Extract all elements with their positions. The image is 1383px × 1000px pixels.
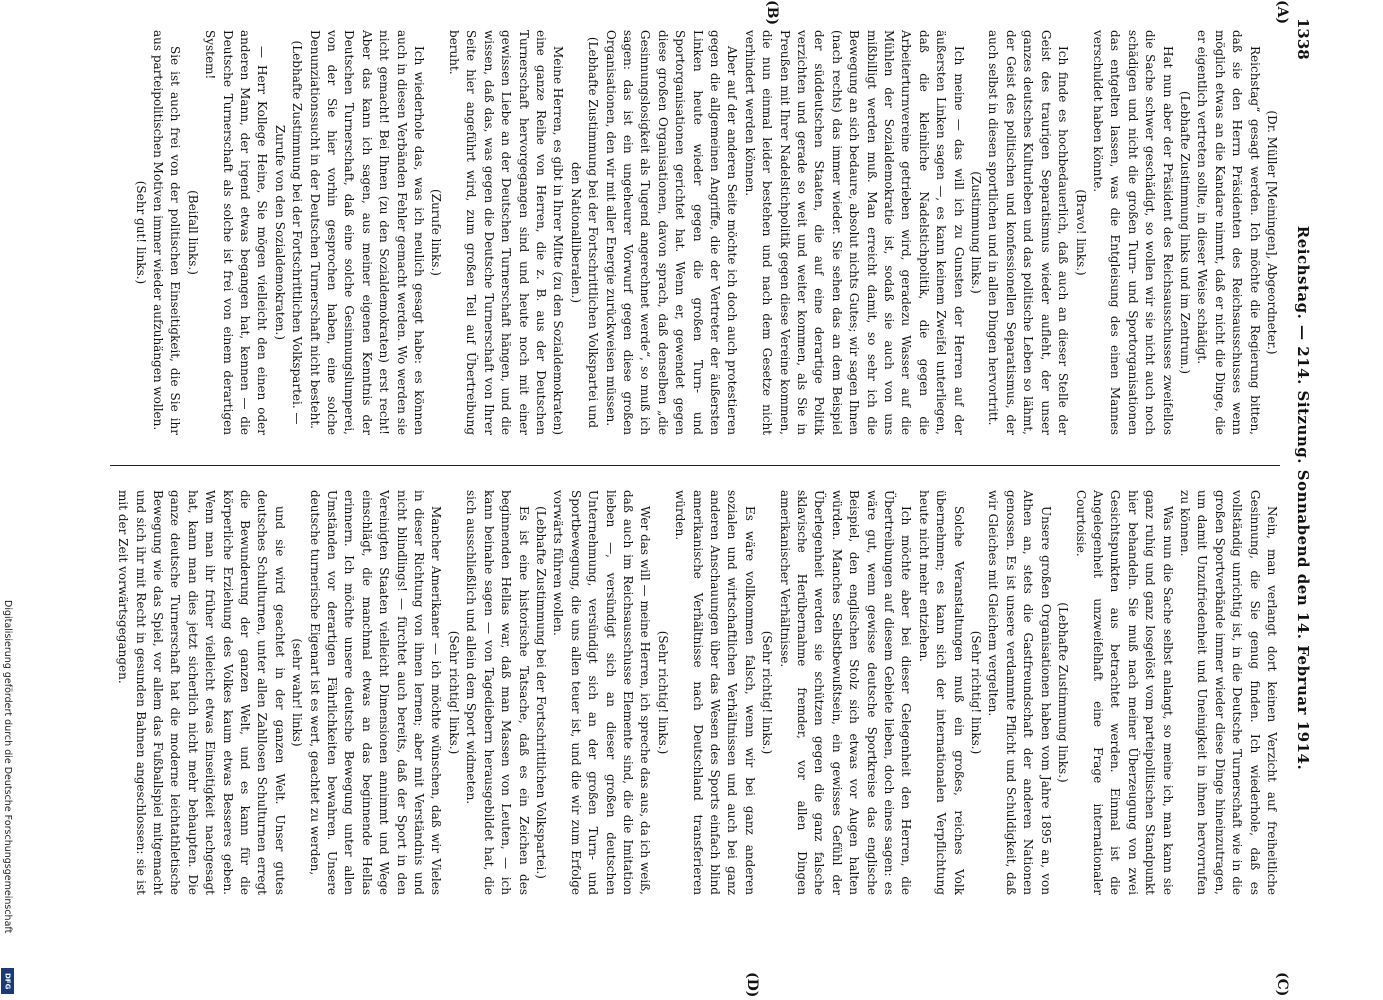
paragraph: Ich finde es hochbedauerlich, daß auch an dieser Stelle der Geist des traurigen Separatismus wieder aufleht, der unser ganzes deutsches Kulturleben und das politische Leben so lähmt, der Geist des politischen und konfessionellen Separatismus, der auch selbst in diesen sportlichen und in allen Dingen hervortritt. (986, 30, 1071, 435)
digitization-credit (2, 600, 14, 980)
left-text-column (100, 30, 1280, 435)
credit-text: Digitalisierung gefördert durch die Deutsche Forschungsgemeinschaft (2, 600, 13, 934)
paragraph: Ich meine — das will ich zu Gunsten der Herren auf der äußersten Linken sagen —, es kann keinem Zweifel unterliegen, daß die kleinliche Nadelstichpolitik, die gegen die Arbeiterturnvereine getrieben wird, geradezu Wasser auf die Mühlen der Sozialdemokratie ist, sodaß sie auch von uns mißbilligt werden muß. Man erreicht damit, so sehr ich die Bewegung an sich bedaure, absolut nichts Gutes; wir sagen Ihnen (nach rechts) das immer wieder. Sie sehen das an dem Beispiel der süddeutschen Staaten, die auf eine derartige Politik verzichten und gerade so weit und weiter kommen, als Sie in Preußen mit Ihrer Nadelstichpolitik gegen diese Vereine kommen, die nun einmal leider bestehen und nach dem Gesetze nicht verhindert werden können. (742, 30, 966, 435)
paragraph: Es ist eine historische Tatsache, daß es ein Zeichen des beginnenden Hellas war, daß man Massen von Leuten, — ich kann beinahe sagen — von Tagediebern herausgebildet hat, die sich ausschließlich und allein dem Sport widmeten. (464, 490, 531, 895)
interjection: (Beifall links.) (185, 190, 200, 275)
margin-marker-d: (D) (744, 972, 760, 998)
paragraph: Nein, man verlangt dort keinen Verzicht auf freiheitliche Gesinnung, die Sie genug finden. Ich wiederhole, daß es vollständig unrichtig ist, in die Deutsche Turnerschaft wie in die großen Sportverbände immer wieder diese Dinge hineinzutragen, um damit Unzufriedenheit und Uneinigkeit in ihnen hervorrufen zu können. (1177, 490, 1279, 895)
interjection: (Sehr richtig! links.) (969, 630, 984, 755)
paragraph: Was nun die Sache selbst anlangt, so meine ich, man kann sie ganz ruhig und ganz losgelöst vom parteipolitischen Standpunkt hier behandeln. Sie muß nach meiner Überzeugung von zwei Gesichtspunkten aus betrachtet werden. Einmal ist die Angelegenheit unzweifelhaft eine Frage internationaler Courtoisie. (1073, 490, 1175, 895)
page-header (1286, 18, 1312, 978)
paragraph: Ich wiederhole das, was ich neulich gesagt habe: es können auch in diesen Verbänden Fehler gemacht werden. Wo werden sie nicht gemacht! Bei Ihnen (zu den Sozialdemokraten) erst recht! Aber das kann ich sagen, aus meiner eigenen Kenntnis der Deutschen Turnerschaft, daß eine solche Gesinnungslumperei, von der Sie hier vorhin gesprochen haben, eine solche Denunziationssucht in der Deutschen Turnerschaft nicht besteht. (307, 30, 427, 435)
interjection: (Zurufe links.) (429, 189, 444, 276)
page-number: 1338 (1294, 18, 1312, 60)
paragraph: Wer das will — meine Herren, ich spreche das aus, da ich weiß, daß auch im Reichsausschusse Elemente sind, die die Imitation lieben —, versündigt sich an dieser großen deutschen Unternehmung, versündigt sich an der großen Turn- und Sportbewegung, die uns allen teuer ist, und die wir zum Erfolge vorwärts führen wollen. (551, 490, 653, 895)
margin-marker-a: (A) (1274, 0, 1290, 25)
interjection: (Zustimmung links.) (969, 171, 984, 294)
paragraph: — Herr Kollege Heine, Sie mögen vielleicht den einen oder anderen Mann, der irgend etwas begangen hat, kennen — die Deutsche Turnerschaft als solche ist frei von einem derartigen System! (203, 30, 270, 435)
paragraph: Sie ist auch frei von der politischen Einseitigkeit, die Sie ihr aus parteipolitischen Motiven immer wieder aufzuhängen wollen. (151, 30, 183, 435)
interjection: (Lebhafte Zustimmung links.) (1056, 602, 1071, 783)
page-title: Reichstag. — 214. Sitzung. Sonnabend den 14. Februar 1914. (1294, 225, 1312, 771)
paragraph: Solche Veranstaltungen muß ein großes, reiches Volk übernehmen; es kann sich der internationalen Verpflichtung heute nicht mehr entziehen. (916, 490, 966, 895)
paragraph: Mancher Amerikaner — ich möchte wünschen, daß wir Vieles in dieser Richtung von ihnen lernen; aber mit Verständnis und nicht blindlings! — fürchtet auch bereits, daß der Sport in den Vereinigten Staaten vielleicht Dimensionen annimmt und Wege einschlägt, die manchmal etwas an das beginnende Hellas erinnern. Ich möchte unsere deutsche Bewegung unter allen Umständen vor derartigen Fährlichkeiten bewahren. Unsere deutsche turnerische Eigenart ist es wert, geachtet zu werden, (307, 490, 444, 895)
interjection: (Sehr richtig! links.) (760, 630, 775, 755)
interjection: (Sehr richtig! links.) (655, 630, 670, 755)
right-text-column (100, 490, 1280, 895)
rotated-page (70, 0, 1320, 1000)
paragraph: Aber auf der anderen Seite möchte ich doch auch protestieren gegen die allgemeinen Angriffe, die der Vertreter der äußersten Linken heute wieder gegen die großen Turn- und Sportorganisationen gerichtet hat. Wenn er, gewendet gegen diese großen Organisationen, davon sprach, daß denselben „die Gesinnungslosigkeit als Tugend angerechnet werde“, so muß ich sagen: das ist ein ungeheurer Vorwurf gegen diese großen Organisationen, den wir mit aller Energie zurückweisen müssen. (603, 30, 740, 435)
interjection: (Lebhafte Zustimmung bei der Fortschrittlichen Volkspartei und den Nationalliberalen.) (568, 36, 601, 429)
interjection: (sehr wahr! links) (290, 638, 305, 747)
paragraph: und sie wird geachtet in der ganzen Welt. Unser gutes deutsches Schulturnen, unter allen Zahllosen Schulturnen erregt die Bewunderung der ganzen Welt, und es kann für die körperliche Erziehung des Volkes kaum etwas Besseres geben. Wenn man ihr früher vielleicht etwas Einseitigkeit nachgesagt hat, kann man dies jetzt sicherlich nicht mehr behaupten. Die ganze deutsche Turnerschaft hat die moderne leichtathletische Bewegung wie das Spiel, vor allem das Fußballspiel mitgemacht und sich ihr mit Recht in gesunden Bahnen angeschlossen: sie ist mit der Zeit vorwärtsgegangen. (116, 490, 287, 895)
interjection: (Dr. Müller [Meiningen], Abgeordneter.) (1265, 110, 1279, 355)
paragraph: Hat nun aber der Präsident des Reichsausschusses zweifellos die Sache schwer geschädigt, so wollen wir sie nicht auch noch schädigen und nicht die großen Turn- und Sportorganisationen das entgelten lassen, was die Entgleisung des einen Mannes verschuldet haben könnte. (1090, 30, 1175, 435)
interjection: (Sehr gut! links.) (133, 180, 148, 285)
paragraph: Reichstag“ gesagt werden. Ich möchte die Regierung bitten, daß sie den Herrn Präsidenten des Reichsausschusses wenn möglich etwas an die Kandare nimmt, daß er nicht die Dinge, die er eigentlich vertreten sollte, in dieser Weise schädigt. (1195, 30, 1262, 435)
paragraph: Unsere großen Organisationen haben vom Jahre 1895 an, von Athen an, stets die Gastfreundschaft der anderen Nationen genossen. Es ist unsere verdammte Pflicht und Schuldigkeit, daß wir Gleiches mit Gleichem vergelten. (986, 490, 1053, 895)
paragraph: Ich möchte aber bei dieser Gelegenheit den Herren, die Übertreibungen auf diesem Gebiete lieben, doch eines sagen: es wäre gut, wenn gewisse deutsche Sportkreise das englische Beispiel, den englischen Stolz sich etwas vor Augen halten würden. Manches Selbstbewußtsein, ein gewisses Gefühl der Überlegenheit werden sie schützen gegen die ganz falsche sklavische Herübernahme fremder, vor allen Dingen amerikanischer Verhältnisse. (777, 490, 914, 895)
interjection: (Lebhafte Zustimmung links und im Zentrum.) (1177, 90, 1192, 375)
paragraph: Meine Herren, es gibt in Ihrer Mitte (zu den Sozialdemokraten) eine ganze Reihe von Herren, die z. B. aus der Deutschen Turnerschaft hervorgegangen sind und heute noch mit einer gewissen Liebe an der Deutschen Turnerschaft hängen, und die wissen, daß das, was gegen die Deutsche Turnerschaft von Ihrer Seite hier angeführt wird, zum großen Teil auf Übertreibung beruht. (446, 30, 566, 435)
margin-marker-c: (C) (1274, 972, 1290, 997)
interjection: (Sehr richtig! links.) (446, 630, 461, 755)
margin-marker-b: (B) (764, 0, 780, 26)
interjection: (Bravo! links.) (1073, 189, 1088, 276)
column-divider (110, 465, 1280, 466)
interjection: (Lebhafte Zustimmung bei der Fortschrittlichen Volkspartei. — Zurufe von den Sozialdemokraten.) (272, 40, 305, 425)
dfg-logo: DFG (1, 968, 14, 994)
paragraph: Es wäre vollkommen falsch, wenn wir bei ganz anderen sozialen und wirtschaftlichen Verhältnissen und auch bei ganz anderen Anschauungen über das Wesen des Sports einfach blind amerikanische Verhältnisse nach Deutschland transferieren würden. (673, 490, 757, 895)
interjection: (Lebhafte Zustimmung bei der Fortschrittlichen Volkspartei.) (533, 506, 548, 879)
